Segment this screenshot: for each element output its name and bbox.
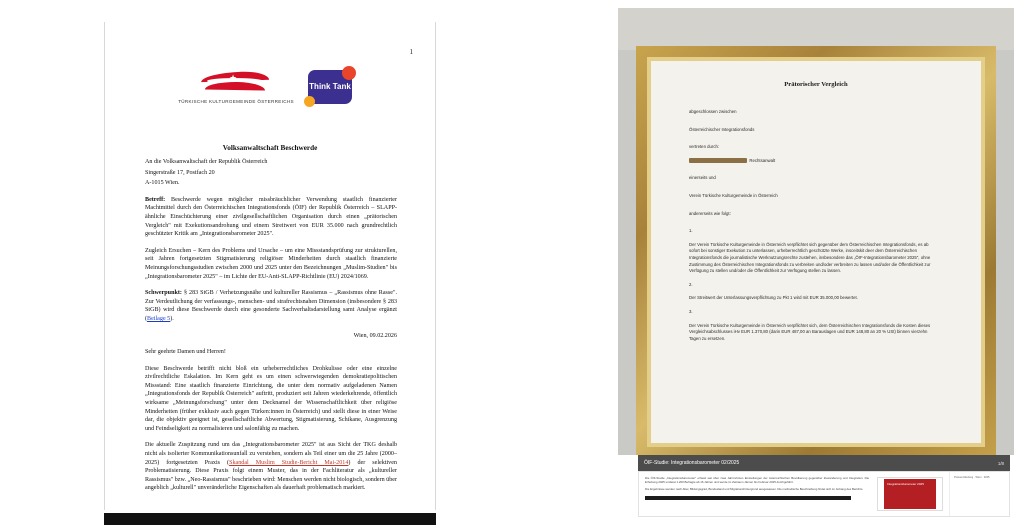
think-tank-accent-circle <box>342 66 356 80</box>
clause-2-text: Der Streitwert der Unterlassungsverpflichtung zu Pkt 1 wird mit EUR 35.000,00 bewertet. <box>689 295 858 301</box>
settlement-redacted-representative <box>689 158 934 165</box>
tkg-logo <box>178 70 294 104</box>
pdf-preview-text <box>639 472 875 516</box>
paragraph-1: Diese Beschwerde betrifft nicht bloß ein urheberrechtliches Drohkulisse oder eine einzelne zivilrechtliche Eskalation. Im Kern geht es um einen schwerwiegenden demokratiepolitischen Missstand: Eine staatlich finanzierte Einrichtung, die unter dem normativ aufgeladenen Namen „Integrationsfonds der Republik Österreich" auftritt, produziert seit Jahren wiederkehrende, öffentlich wirksame „Meinungsforschung" unter dem Decknamel der Wissenschaftlichkeit über religiöse Minderheiten (früher exklusiv auch gegen Türken:innen in Österreich) und stellt diese in einer Weise dar, die objektiv geeignet ist, gesellschaftliche Abwertung, Stigmatisierung, Schikane, Ausgrenzung und Feindseligkeit zu normalisieren und salonfähig zu machen. <box>145 365 397 432</box>
page-bottom-black-bar <box>104 513 436 525</box>
schwerpunkt-paragraph <box>145 289 397 323</box>
pdf-preview-body <box>638 471 1010 517</box>
paragraph-2 <box>145 441 397 493</box>
left-outer-margin <box>0 0 104 525</box>
settlement-concluded-between: abgeschlossen zwischen <box>689 109 737 114</box>
settlement-agree-label: andererseits wie folgt: <box>689 210 731 216</box>
clause-3-text: Der Verein Türkische Kulturgemeinde in Österreich verpflichtet sich, dem Österreichischen Integrationsfonds die Kosten dieses Vergleichsabschlusses iHv EUR 1.370,80 (darin EUR 487,00 an Barauslagen und EUR 148,80 an 20 % USt) binnen vierzehn Tagen zu ersetzen. <box>689 322 931 341</box>
addressee-line-3: A-1015 Wien. <box>145 180 180 187</box>
pdf-paragraph-2: Die Ergebnisse werden nach Alter, Bildungsgrad, Bundesland und Migrationshintergrund ausgewiesen. Die methodische Beschreibung findet sich im Anhang des Berichts. <box>645 487 864 492</box>
paragraph-2-post: ) der selektiven Problematisierung. Diese Praxis folgt einem Muster, das in der Fachliteratur als „kultureller Rassismus" bzw. „Neo-Rassismus" beschrieben wird: Menschen werden nicht biologisch, sondern über angeblich „kulturell" unveränderliche Eigenschaften als dauerhaft problematisch markiert. <box>145 459 398 492</box>
schwerpunkt-tail: ). <box>170 315 174 322</box>
beilage-5-link[interactable]: Beilage 5 <box>147 315 171 322</box>
settlement-body <box>689 109 934 349</box>
star-icon: ★ <box>229 73 238 83</box>
settlement-party-2: Verein Türkische Kulturgemeinde in Österreich <box>689 192 778 198</box>
settlement-and-label: einerseits und <box>689 175 716 181</box>
document-page <box>104 22 436 525</box>
pdf-red-cover-thumb <box>877 477 943 511</box>
clause-3-number: 3. <box>689 308 693 314</box>
settlement-document <box>651 61 981 443</box>
gold-frame-inner <box>647 57 985 447</box>
betreff-label: Betreff: <box>145 196 166 203</box>
document-body <box>145 158 397 501</box>
pdf-preview-area <box>618 455 1014 517</box>
paragraph-2-pre: Die aktuelle Zuspitzung rund um das „Integrationsbarometer 2025" ist aus Sicht der TKG deshalb nicht als isolierter Kommunikationsunfall zu verstehen, sondern als Teil einer um die 25 Jahre (2000–2025) fortgesetzten Praxis ( <box>145 442 397 466</box>
think-tank-logo-label: Think Tank <box>309 81 351 91</box>
gold-frame <box>636 46 996 458</box>
tkg-logo-caption: TÜRKISCHE KULTURGEMEINDE ÖSTERREICHS <box>178 99 294 104</box>
addressee-line-1: An die Volksanwaltschaft der Republik Österreich <box>145 159 268 165</box>
schwerpunkt-text: § 283 StGB / Verhetzungsnähe und kultureller Rassismus – „Rassismus ohne Rasse". Zur Verdeutlichung der verfassungs-, menschen- und strafrechtsnahen Dimension (insbesondere § 283 StGB) wird diese Beschwerde durch eine gesonderte Sachverhaltsdarstellung samt Analyse ergänzt ( <box>145 290 397 322</box>
pdf-preview-title: ÖIF-Studie: Integrationsbarometer 02/2025 <box>644 460 740 466</box>
center-outer-margin <box>435 0 610 525</box>
page-number: 1 <box>409 48 413 56</box>
pdf-red-cover-label: Integrationsbarometer 2025 <box>884 479 936 509</box>
think-tank-logo <box>308 70 352 104</box>
betreff-text: Beschwerde wegen möglicher missbräuchlicher Verwendung staatlich finanzierter Machtmittel durch den Österreichischen Integrationsfonds (ÖIF) der Republik Österreich – SLAPP-ähnliche Einschüchterung einer zivilgesellschaftlichen Organisation durch einen „prätorischen Vergleich" mit Exekutionsandrohung und einem Streitwert von EUR 35.000 nach grundrechtlich geschützter Kritik am „Integrationsbarometer 2025". <box>145 196 397 238</box>
scan-background <box>618 8 1014 463</box>
muslim-studie-bericht-link[interactable]: Skandal Muslim Studie-Bericht Mai-2014 <box>229 459 349 466</box>
salutation: Sehr geehrte Damen und Herren! <box>145 349 226 356</box>
pdf-preview-header[interactable] <box>638 455 1010 471</box>
settlement-party-1: Österreichischer Integrationsfonds <box>689 126 755 132</box>
pdf-preview-page-indicator: 1/8 <box>997 460 1004 466</box>
pdf-paragraph-1: Die ÖIF-Studie „Integrationsbarometer" erfasst seit über zwei Jahrzehnten Einstellungen der österreichischen Bevölkerung gegenüber Zuwanderung und Integration. Die Erhebung 2025 umfasst 1.200 Befragte ab 16 Jahren und wurde im Zeitraum Jänner bis Februar 2025 durchgeführt. <box>645 476 869 485</box>
letterhead-logos <box>105 70 435 104</box>
addressee-line-2: Singerstraße 17, Postfach 20 <box>145 169 215 176</box>
clause-1-number: 1. <box>689 228 693 234</box>
betreff-paragraph <box>145 196 397 239</box>
settlement-represented-by: vertreten durch: <box>689 144 720 150</box>
settlement-title: Prätorischer Vergleich <box>784 81 848 88</box>
pdf-side-note: Pressemitteilung · Wien · 2025 <box>949 472 1009 516</box>
think-tank-accent-circle-2 <box>304 96 315 107</box>
redaction-bar <box>689 158 747 163</box>
scan-top-strip <box>618 8 1014 50</box>
pdf-black-divider <box>645 496 851 500</box>
clause-1-text: Der Verein Türkische Kulturgemeinde in Österreich verpflichtet sich gegenüber dem Österreichischen Integrationsfonds, es ab sofort bei sonstiger Exekution zu unterlassen, urheberrechtlich geschützte Werke, insceitskit deer dem Österreichischen Integrationsfonds die journalistische Werknutzungsrechte zustehen, insbesondere das „ÖIF-Integrationsbarometer 2025", ohne Zustimmung des Österreichischen Integrationsfonds zu verbreiten und/oder verbreiten zu lassen und/oder die Öffentlichkeit zur Verfügung zu stellen und/oder die Öffentlichkeit zur Verfügung stellen zu lassen. <box>689 241 931 274</box>
zugleich-paragraph: Zugleich Ersuchen – Kern des Problems und Ursache – um eine Missstandsprüfung zur strukturellen, seit Jahren fortgesetzten Stigmatisierung religiöser Minderheiten durch staatlich finanzierte Meinungsforschungsstudien zwischen 2000 und 2025 unter den Bezeichnungen „Muslim-Studien" bis „Integrationsbarometer 2025" – im Lichte der EU-Anti-SLAPP-Richtlinie (EU) 2024/1069. <box>145 247 397 280</box>
place-and-date: Wien, 09.02.2026 <box>353 332 397 339</box>
tkg-logo-mark <box>197 70 275 96</box>
settlement-role-1: Rechtsanwalt <box>749 157 776 163</box>
schwerpunkt-label: Schwerpunkt: <box>145 290 182 297</box>
clause-2-number: 2. <box>689 281 693 287</box>
document-title: Volksanwaltschaft Beschwerde <box>222 144 318 152</box>
scan-viewer <box>610 0 1024 525</box>
